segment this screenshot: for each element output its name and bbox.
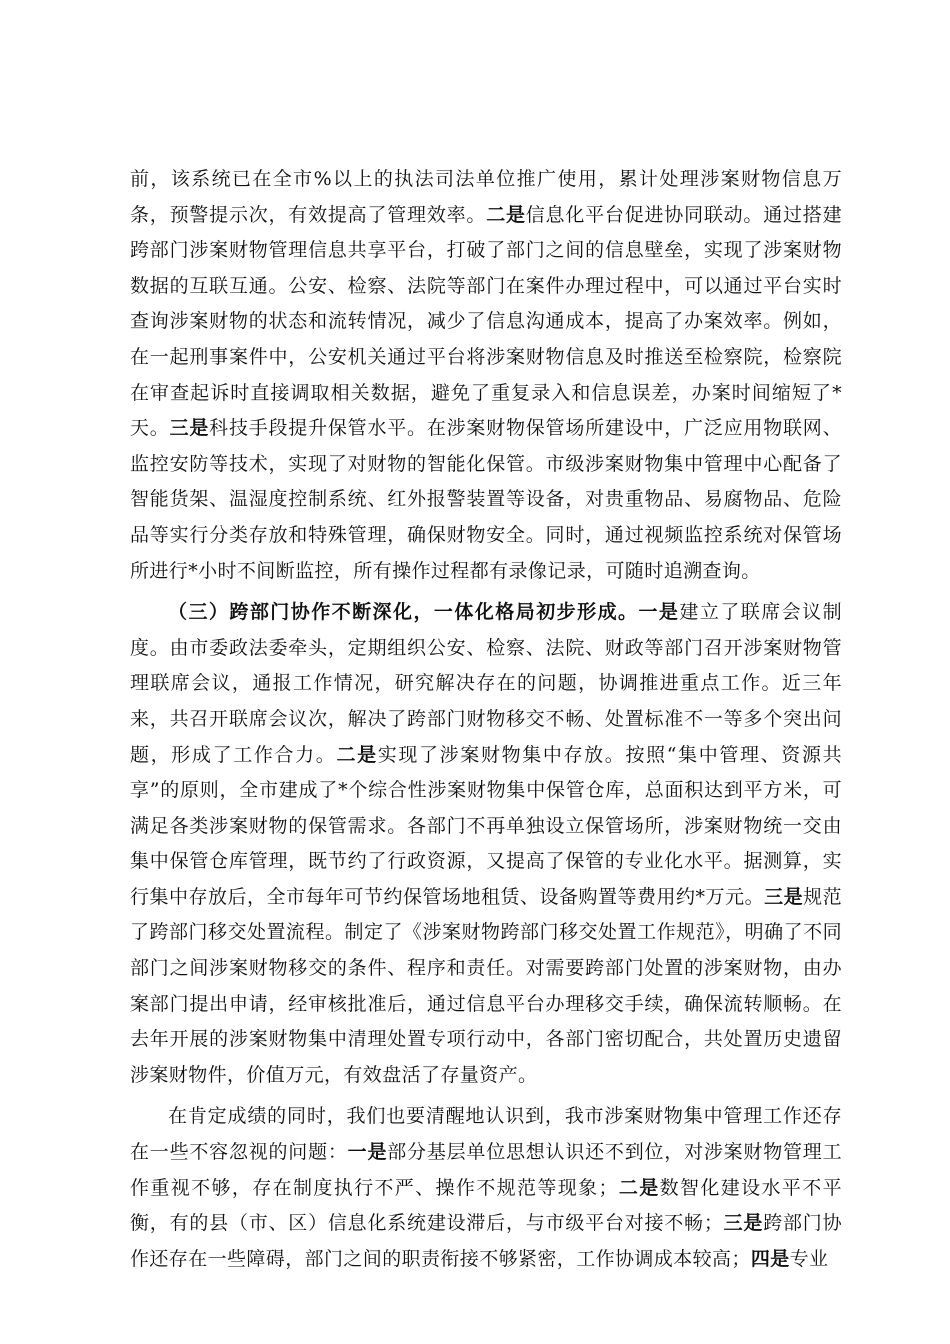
text-run: 实现了涉案财物集中存放。按照“集中管理、资源共享”的原则，全市建成了*个综合性涉案财物集中保管仓库，总面积达到平方米，可满足各类涉案财物的保管需求。各部门不再单独设立保管场所，涉案财物统一交由集中保管仓库管理，既节约了行政资源，又提高了保管的专业化水平。据测算，实行集中存放后，全市每年可节约保管场地租赁、设备购置等费用约*万元。 [130, 743, 842, 908]
bold-marker: 二是 [336, 743, 378, 766]
text-run: 科技手段提升保管水平。在涉案财物保管场所建设中，广泛应用物联网、监控安防等技术，实现了对财物的智能化保管。市级涉案财物集中管理中心配备了智能货架、温湿度控制系统、红外报警装置等设备，对贵重物品、易腐物品、危险品等实行分类存放和特殊管理，确保财物安全。同时，通过视频监控系统对保管场所进行*小时不间断监控，所有操作过程都有录像记录，可随时追溯查询。 [130, 417, 842, 582]
bold-marker: 一是 [347, 1141, 388, 1164]
text-run: 专业 [789, 1247, 829, 1270]
bold-marker: 二是 [486, 203, 526, 226]
text-run: 部分基层单位思想认识还不到位，对涉案财物管理工作重视不够，存在制度执行不严、操作不规范等现象； [130, 1141, 842, 1199]
paragraph-problems [130, 1099, 842, 1277]
paragraph-cross-department [130, 595, 842, 1093]
bold-marker: 三是 [764, 885, 804, 908]
bold-marker: 三是 [169, 417, 210, 440]
paragraph-tech-platform [130, 162, 842, 589]
text-run: 规范了跨部门移交处置流程。制定了《涉案财物跨部门移交处置工作规范》，明确了不同部门之间涉案财物移交的条件、程序和责任。对需要跨部门处置的涉案财物，由办案部门提出申请，经审核批准后，通过信息平台办理移交手续，确保流转顺畅。在去年开展的涉案财物集中清理处置专项行动中，各部门密切配合，共处置历史遗留涉案财物件，价值万元，有效盘活了存量资产。 [130, 885, 842, 1086]
text-run: 建立了联席会议制度。由市委政法委牵头，定期组织公安、检察、法院、财政等部门召开涉案财物管理联席会议，通报工作情况，研究解决存在的问题，协调推进重点工作。近三年来，共召开联席会议次，解决了跨部门财物移交不畅、处置标准不一等多个突出问题，形成了工作合力。 [130, 601, 842, 766]
text-run: 信息化平台促进协同联动。通过搭建跨部门涉案财物管理信息共享平台，打破了部门之间的信息壁垒，实现了涉案财物数据的互联互通。公安、检察、法院等部门在案件办理过程中，可以通过平台实时查询涉案财物的状态和流转情况，减少了信息沟通成本，提高了办案效率。例如，在一起刑事案件中，公安机关通过平台将涉案财物信息及时推送至检察院，检察院在审查起诉时直接调取相关数据，避免了重复录入和信息误差，办案时间缩短了*天。 [130, 203, 842, 440]
text-run: 前，该系统已在全市%以上的执法司法单位推广使用，累计处理涉案财物信息万条，预警提示次，有效提高了管理效率。 [130, 168, 842, 226]
bold-marker: 三是 [723, 1212, 764, 1235]
section-heading: （三）跨部门协作不断深化，一体化格局初步形成。一是 [168, 601, 680, 624]
text-run: 数智化建设水平不平衡，有的县（市、区）信息化系统建设滞后，与市级平台对接不畅； [130, 1176, 842, 1235]
text-run: 在肯定成绩的同时，我们也要清醒地认识到，我市涉案财物集中管理工作还存在一些不容忽视的问题： [130, 1105, 842, 1164]
bold-marker: 四是 [750, 1247, 790, 1270]
bold-marker: 二是 [617, 1176, 660, 1199]
document-body [130, 162, 842, 1283]
text-run: 跨部门协作还存在一些障碍，部门之间的职责衔接不够紧密，工作协调成本较高； [130, 1212, 842, 1270]
